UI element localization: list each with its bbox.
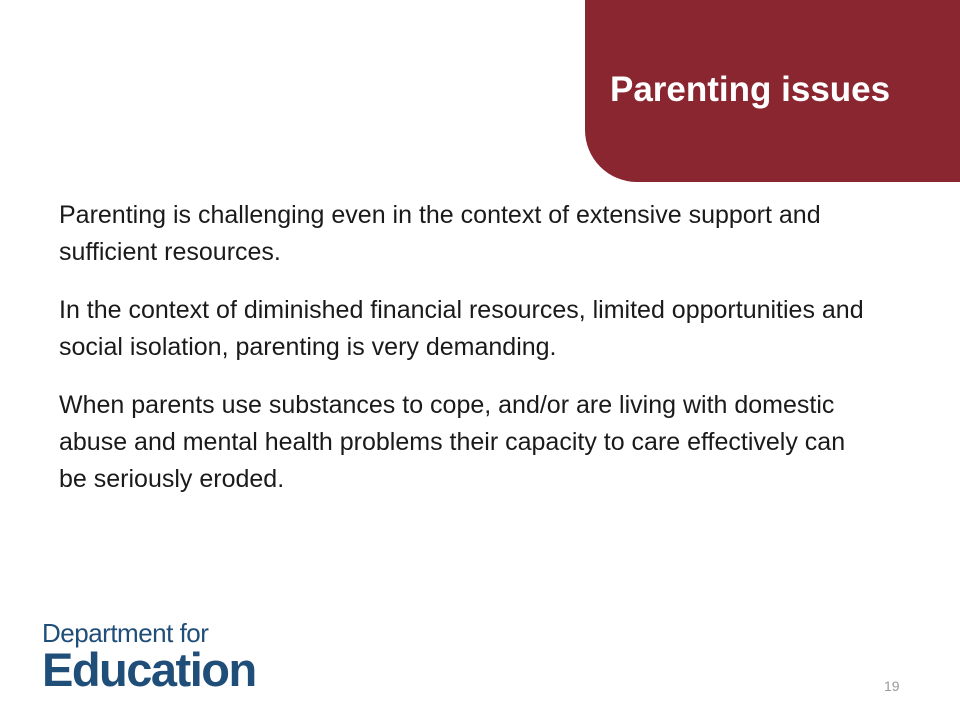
slide-title: Parenting issues [610, 70, 891, 109]
logo-line-2: Education [42, 643, 256, 696]
body-paragraph-1: Parenting is challenging even in the context of extensive support and sufficient resources. [59, 201, 821, 266]
logo-line-1: Department for [42, 618, 209, 648]
body-paragraph-3: When parents use substances to cope, and/or are living with domestic abuse and mental health problems their capacity to care effectively can be seriously eroded. [59, 391, 846, 493]
body-paragraph-2: In the context of diminished financial resources, limited opportunities and social isolation, parenting is very demanding. [59, 296, 864, 361]
slide-body [59, 197, 879, 519]
page-number: 19 [884, 678, 900, 694]
department-for-education-logo [42, 620, 256, 694]
